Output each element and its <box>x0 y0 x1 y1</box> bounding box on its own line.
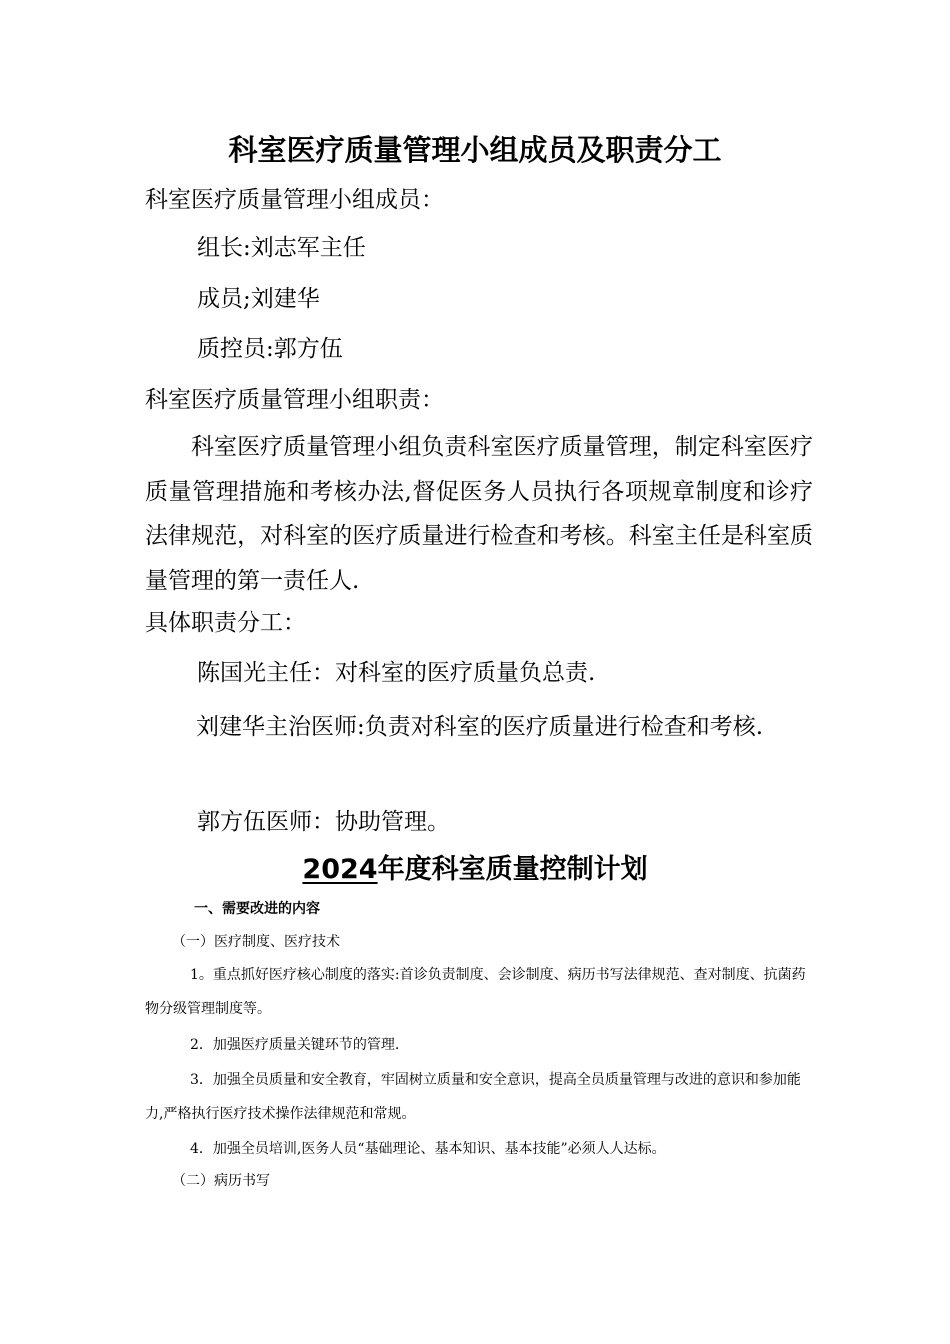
division-item: 刘建华主治医师:负责对科室的医疗质量进行检查和考核. <box>196 714 764 740</box>
member-qc: 质控员:郭方伍 <box>197 336 343 362</box>
plan-item: 3．加强全员质量和安全教育，牢固树立质量和安全意识，提高全员质量管理与改进的意识和参加能力,严格执行医疗技术操作法律规范和常规。 <box>145 1072 801 1122</box>
plan-item: 4．加强全员培训,医务人员“基础理论、基本知识、基本技能”必须人人达标。 <box>190 1141 666 1157</box>
plan-title-year: 2024 <box>302 854 378 885</box>
subsection-heading: （二）病历书写 <box>172 1173 270 1189</box>
section-heading: 一、需要改进的内容 <box>194 901 320 917</box>
plan-item: 1。重点抓好医疗核心制度的落实:首诊负责制度、会诊制度、病历书写法律规范、查对制度、抗菌药物分级管理制度等。 <box>145 967 806 1017</box>
subsection-heading: （一）医疗制度、医疗技术 <box>172 934 340 950</box>
member-leader: 组长:刘志军主任 <box>197 235 366 261</box>
duties-paragraph: 科室医疗质量管理小组负责科室医疗质量管理，制定科室医疗质量管理措施和考核办法,督促医务人员执行各项规章制度和诊疗法律规范，对科室的医疗质量进行检查和考核。科室主任是科室质量管理的第一责任人. <box>145 434 813 594</box>
division-item: 郭方伍医师：协助管理。 <box>197 809 450 835</box>
page-title: 科室医疗质量管理小组成员及职责分工 <box>228 133 722 167</box>
plan-item: 2．加强医疗质量关键环节的管理. <box>190 1037 400 1053</box>
plan-title-text: 年度科室质量控制计划 <box>377 854 648 885</box>
division-heading: 具体职责分工： <box>145 610 306 636</box>
plan-title <box>0 850 950 890</box>
member-member: 成员;刘建华 <box>197 286 320 312</box>
members-heading: 科室医疗质量管理小组成员： <box>145 187 444 213</box>
division-item: 陈国光主任：对科室的医疗质量负总责. <box>197 660 596 686</box>
duties-heading: 科室医疗质量管理小组职责： <box>145 387 444 413</box>
